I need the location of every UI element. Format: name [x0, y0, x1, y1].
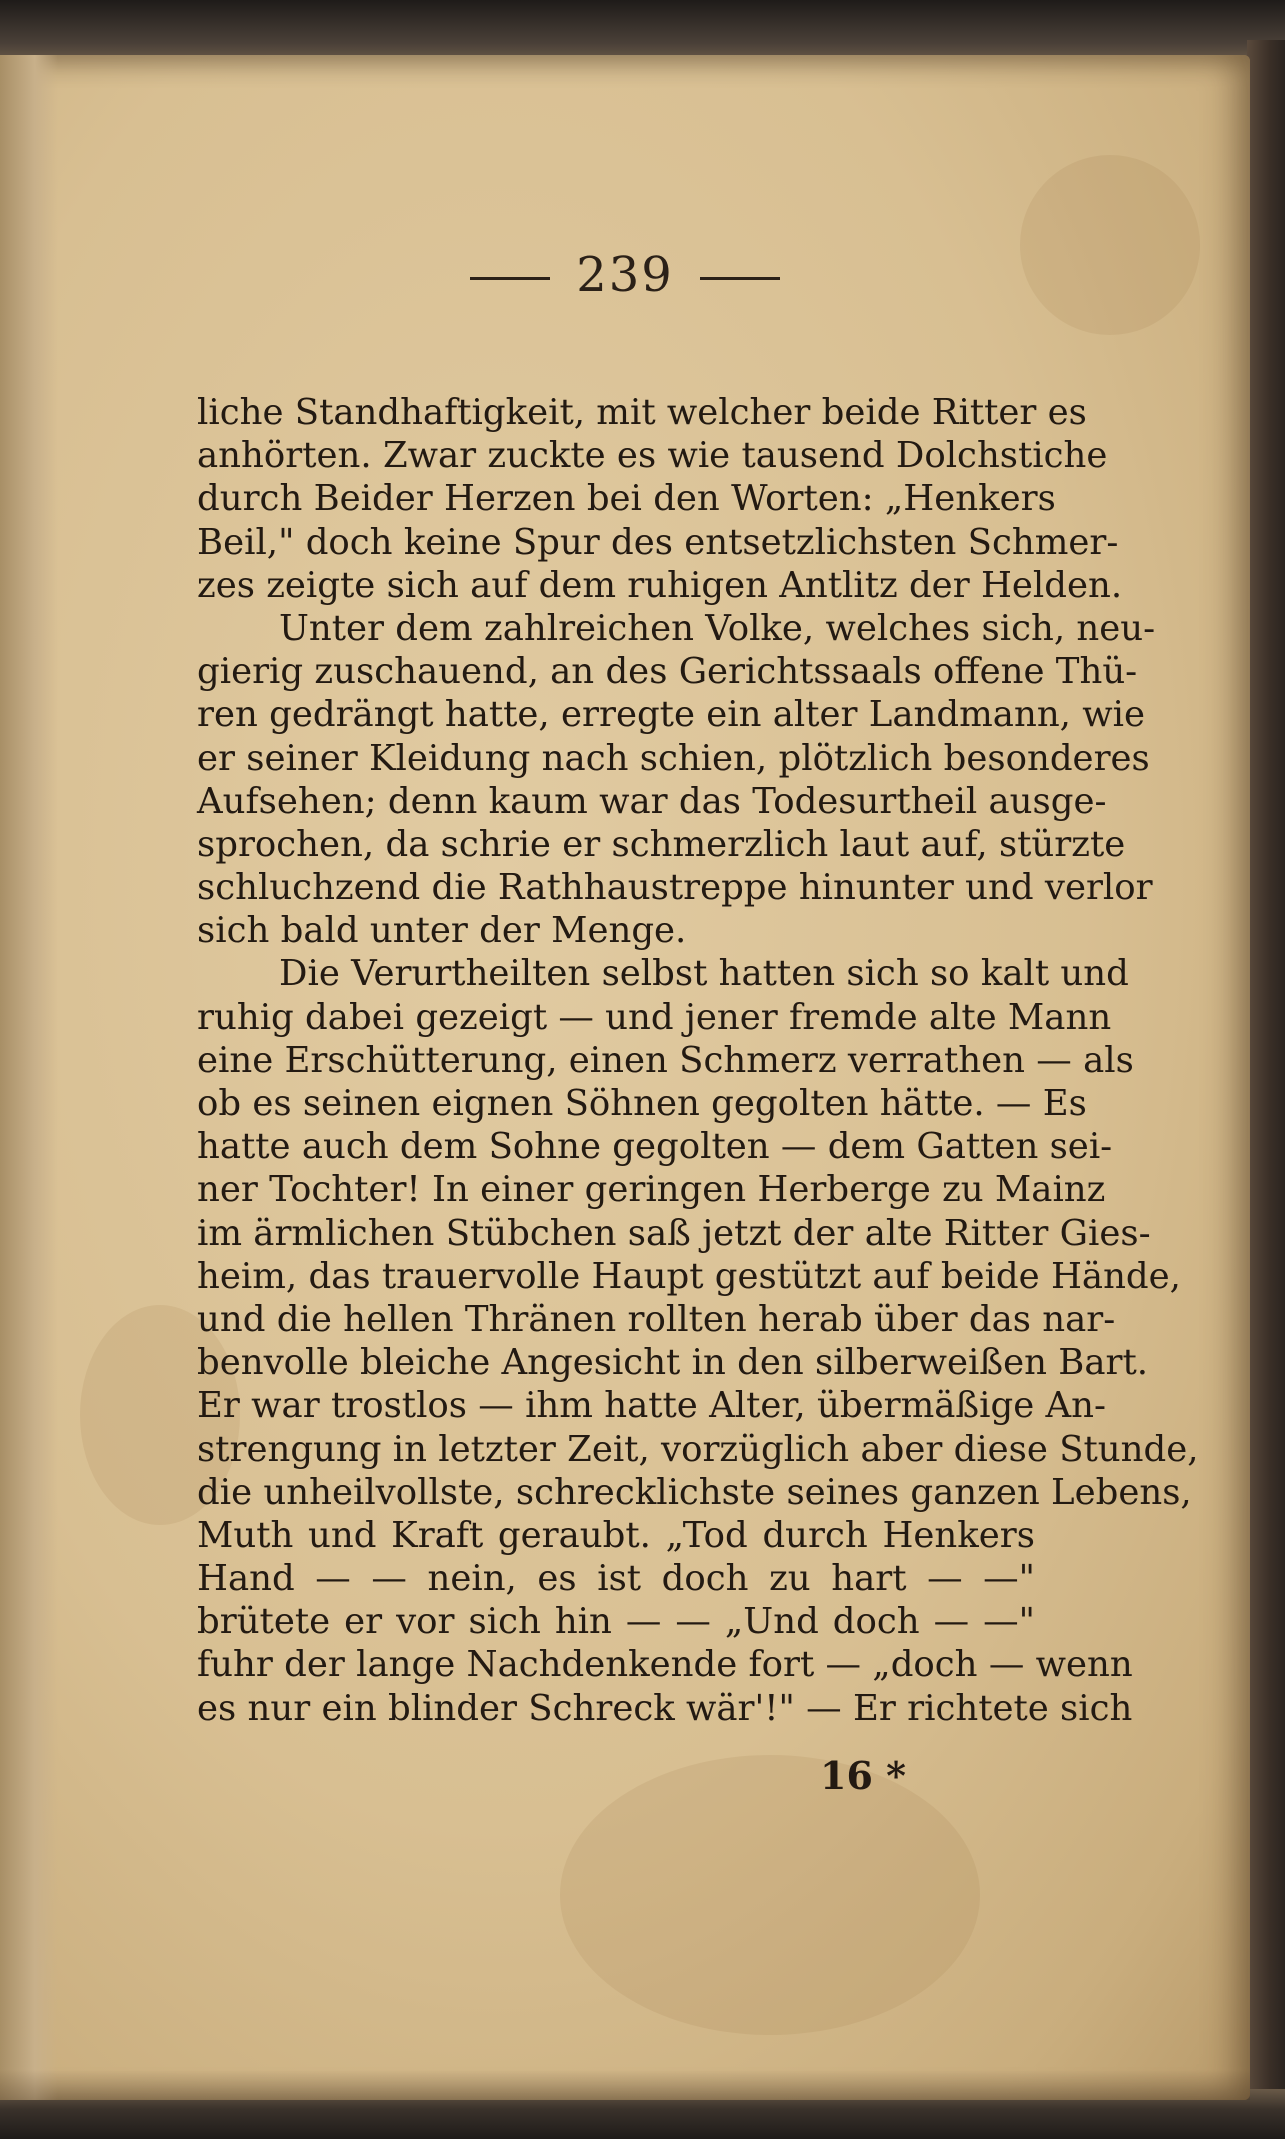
text-line: benvolle bleiche Angesicht in den silberweißen Bart.: [197, 1342, 1149, 1384]
text-line: und die hellen Thränen rollten herab über das nar-: [197, 1298, 1116, 1340]
text-line: anhörten. Zwar zuckte es wie tausend Dolchstiche: [197, 435, 1108, 477]
book-cover-top-edge: [0, 0, 1285, 62]
text-line: gierig zuschauend, an des Gerichtssaals offene Thü-: [197, 651, 1138, 693]
text-line: schluchzend die Rathhaustreppe hinunter und verlor: [197, 867, 1153, 909]
signature-mark: 16 *: [820, 1753, 906, 1798]
text-line: Die Verurtheilten selbst hatten sich so kalt und: [279, 953, 1129, 995]
text-line: ruhig dabei gezeigt — und jener fremde alte Mann: [197, 996, 1112, 1038]
book-cover-right-edge: [1247, 40, 1285, 2100]
text-line: ob es seinen eignen Söhnen gegolten hätte. — Es: [197, 1083, 1087, 1124]
text-line: durch Beider Herzen bei den Worten: „Henkers: [197, 478, 1056, 520]
text-line: Muth und Kraft geraubt. „Tod durch Henkers: [197, 1514, 1035, 1556]
text-line: eine Erschütterung, einen Schmerz verrathen — als: [197, 1039, 1134, 1081]
text-line: im ärmlichen Stübchen saß jetzt der alte Ritter Gies-: [197, 1212, 1151, 1254]
text-line: Hand — — nein, es ist doch zu hart — —": [197, 1558, 1035, 1600]
text-line: brütete er vor sich hin — — „Und doch — —": [197, 1601, 1035, 1643]
text-line: sprochen, da schrie er schmerzlich laut auf, stürzte: [197, 823, 1126, 865]
text-line: fuhr der lange Nachdenkende fort — „doch — wenn: [197, 1644, 1133, 1686]
text-line: es nur ein blinder Schreck wär'!" — Er richtete sich: [197, 1687, 1133, 1729]
text-line: liche Standhaftigkeit, mit welcher beide Ritter es: [197, 392, 1087, 433]
page-stain: [1020, 155, 1200, 335]
text-line: Unter dem zahlreichen Volke, welches sich, neu-: [279, 607, 1156, 649]
text-line: er seiner Kleidung nach schien, plötzlich besonderes: [197, 737, 1150, 779]
body-text: [197, 391, 1199, 1730]
text-line: strengung in letzter Zeit, vorzüglich aber diese Stunde,: [197, 1428, 1199, 1470]
text-line: zes zeigte sich auf dem ruhigen Antlitz der Helden.: [197, 564, 1123, 606]
page-gutter: [0, 55, 58, 2100]
text-line: hatte auch dem Sohne gegolten — dem Gatten sei-: [197, 1126, 1113, 1168]
text-line: ren gedrängt hatte, erregte ein alter Landmann, wie: [197, 694, 1145, 736]
header-right-rule: [700, 277, 780, 280]
text-line: ner Tochter! In einer geringen Herberge zu Mainz: [197, 1169, 1106, 1211]
book-page: [0, 55, 1250, 2100]
text-line: Beil," doch keine Spur des entsetzlichsten Schmer-: [197, 521, 1119, 563]
text-line: heim, das trauervolle Haupt gestützt auf beide Hände,: [197, 1255, 1181, 1297]
header-left-rule: [470, 277, 550, 280]
text-line: sich bald unter der Menge.: [197, 910, 687, 952]
page-stain: [560, 1755, 980, 2035]
text-line: die unheilvollste, schrecklichste seines ganzen Lebens,: [197, 1471, 1192, 1513]
text-line: Er war trostlos — ihm hatte Alter, übermäßige An-: [197, 1385, 1106, 1427]
page-bottom-shadow: [0, 2070, 1250, 2100]
text-line: Aufsehen; denn kaum war das Todesurtheil ausge-: [197, 780, 1107, 822]
page-header: [0, 247, 1250, 303]
page-number: 239: [576, 247, 674, 303]
